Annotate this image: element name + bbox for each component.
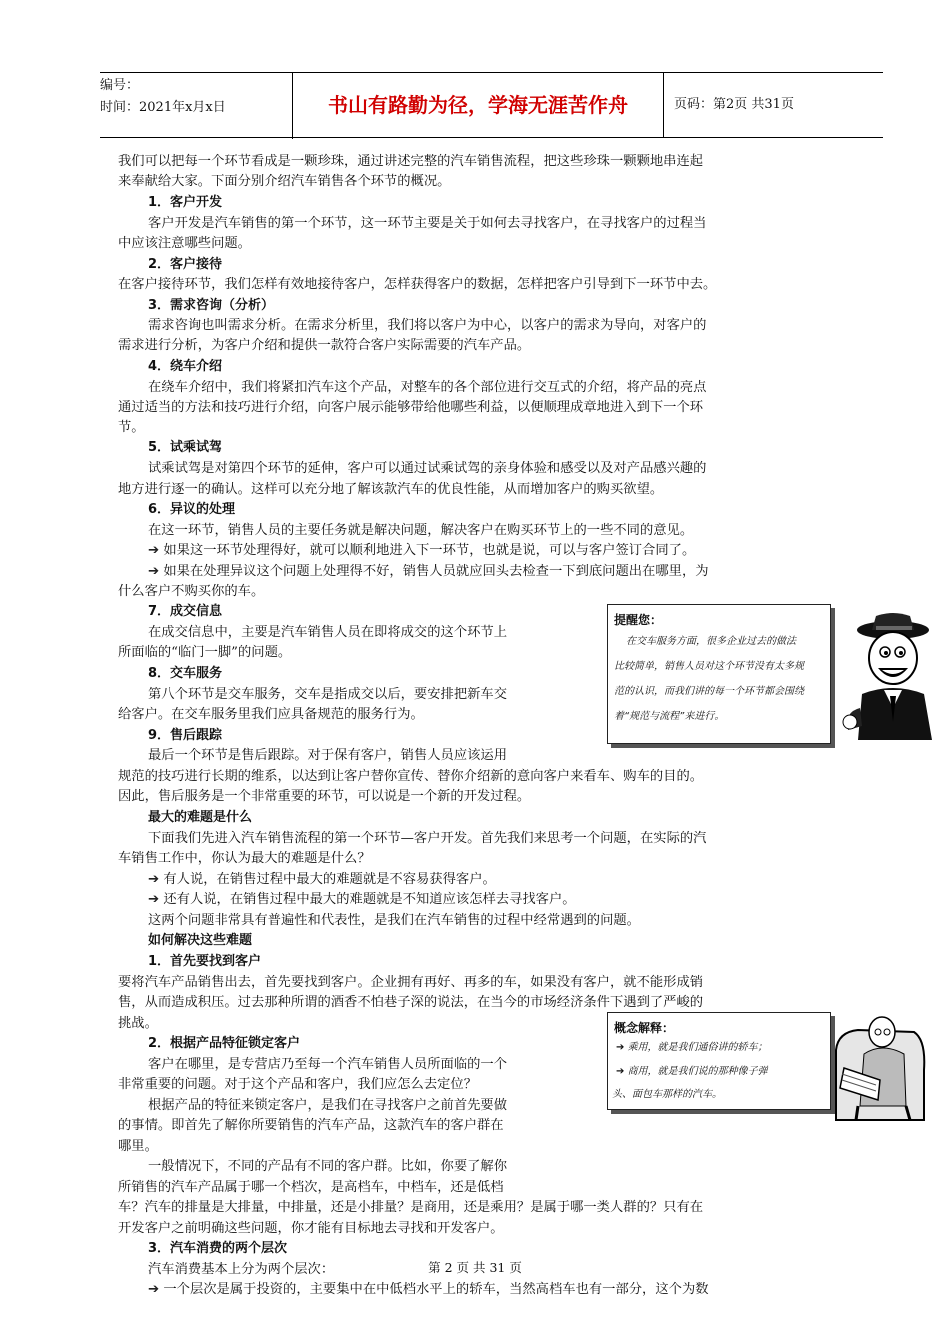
tip-line: 在交车服务方面，很多企业过去的做法 bbox=[626, 636, 796, 647]
tip-line: 着“规范与流程”来进行。 bbox=[614, 711, 725, 722]
concept-line: ➔ 商用，就是我们说的那种像子弹 bbox=[616, 1066, 768, 1077]
text-line: 在成交信息中，主要是汽车销售人员在即将成交的这个环节上 bbox=[148, 625, 508, 640]
bullet-text: 如果在处理异议这个问题上处理得不好，销售人员就应回头去检查一下到底问题出在哪里，为 bbox=[163, 564, 709, 579]
bullet-line bbox=[148, 562, 709, 582]
section-heading: 2．客户接待 bbox=[148, 257, 223, 272]
text-line: 规范的技巧进行长期的维系，以达到让客户替你宣传、替你介绍新的意向客户来看车、购车的目的。 bbox=[118, 769, 704, 784]
bullet-text: 有人说，在销售过程中最大的难题就是不容易获得客户。 bbox=[163, 872, 496, 887]
section-heading: 5．试乘试驾 bbox=[148, 440, 223, 455]
text-line: 我们可以把每一个环节看成是一颗珍珠，通过讲述完整的汽车销售流程，把这些珍珠一颗颗地串连起 bbox=[118, 154, 704, 169]
arrow-bullet-icon: ➔ bbox=[148, 564, 164, 579]
bullet-text: 如果这一环节处理得好，就可以顺利地进入下一环节，也就是说，可以与客户签订合同了。 bbox=[163, 543, 696, 558]
section-heading: 如何解决这些难题 bbox=[148, 933, 253, 948]
text-line: 中应该注意哪些问题。 bbox=[118, 236, 251, 251]
cartoon-man-illustration-icon bbox=[838, 612, 938, 740]
tip-box bbox=[607, 604, 831, 744]
page-footer: 第 2 页 共 31 页 bbox=[428, 1260, 522, 1275]
text-line: 车？汽车的排量是大排量，中排量，还是小排量？是商用，还是乘用？是属于哪一类人群的？只有在 bbox=[118, 1200, 704, 1215]
page-header bbox=[100, 72, 883, 138]
text-line: 客户开发是汽车销售的第一个环节，这一环节主要是关于如何去寻找客户，在寻找客户的过程当 bbox=[148, 216, 707, 231]
text-line: 在客户接待环节，我们怎样有效地接待客户，怎样获得客户的数据，怎样把客户引导到下一环节中去。 bbox=[118, 277, 717, 292]
arrow-bullet-icon: ➔ bbox=[148, 1282, 164, 1297]
section-heading: 6．异议的处理 bbox=[148, 502, 236, 517]
text-line: 给客户。在交车服务里我们应具备规范的服务行为。 bbox=[118, 707, 424, 722]
text-line: 的事情。即首先了解你所要销售的汽车产品，这款汽车的客户群在 bbox=[118, 1118, 504, 1133]
section-heading: 7．成交信息 bbox=[148, 604, 223, 619]
text-line: 最后一个环节是售后跟踪。对于保有客户，销售人员应该运用 bbox=[148, 748, 508, 763]
arrow-bullet-icon: ➔ bbox=[148, 892, 164, 907]
tip-title: 提醒您： bbox=[614, 613, 663, 627]
section-heading: 1．客户开发 bbox=[148, 195, 223, 210]
section-heading: 3．汽车消费的两个层次 bbox=[148, 1241, 288, 1256]
concept-title: 概念解释： bbox=[614, 1021, 675, 1035]
text-line: 开发客户之前明确这些问题，你才能有目标地去寻找和开发客户。 bbox=[118, 1221, 504, 1236]
bullet-line bbox=[148, 1280, 709, 1300]
text-line: 在绕车介绍中，我们将紧扣汽车这个产品，对整车的各个部位进行交互式的介绍，将产品的亮点 bbox=[148, 380, 707, 395]
concept-line: 头、面包车那样的汽车。 bbox=[612, 1089, 722, 1100]
section-heading: 3．需求咨询（分析） bbox=[148, 298, 275, 313]
text-line: 通过适当的方法和技巧进行介绍，向客户展示能够带给他哪些利益，以便顺理成章地进入到下一个环 bbox=[118, 400, 704, 415]
text-line: 挑战。 bbox=[118, 1016, 158, 1031]
text-line: 哪里。 bbox=[118, 1139, 158, 1154]
text-line: 需求进行分析，为客户介绍和提供一款符合客户实际需要的汽车产品。 bbox=[118, 338, 531, 353]
text-line: 非常重要的问题。对于这个产品和客户，我们应怎么去定位？ bbox=[118, 1077, 478, 1092]
section-heading: 8．交车服务 bbox=[148, 666, 223, 681]
bullet-line bbox=[148, 890, 576, 910]
concept-box bbox=[607, 1012, 831, 1110]
text-line: 所销售的汽车产品属于哪一个档次，是高档车，中档车，还是低档 bbox=[118, 1180, 504, 1195]
text-line: 客户在哪里，是专营店乃至每一个汽车销售人员所面临的一个 bbox=[148, 1057, 508, 1072]
bullet-line bbox=[148, 541, 695, 561]
text-line: 根据产品的特征来锁定客户，是我们在寻找客户之前首先要做 bbox=[148, 1098, 508, 1113]
text-line: 车销售工作中，你认为最大的难题是什么？ bbox=[118, 851, 371, 866]
section-heading: 2．根据产品特征锁定客户 bbox=[148, 1036, 301, 1051]
text-line: 节。 bbox=[118, 420, 145, 435]
section-heading: 最大的难题是什么 bbox=[148, 810, 253, 825]
text-line: 第八个环节是交车服务，交车是指成交以后，要安排把新车交 bbox=[148, 687, 508, 702]
text-line: 因此，售后服务是一个非常重要的环节，可以说是一个新的开发过程。 bbox=[118, 789, 531, 804]
text-line: 一般情况下，不同的产品有不同的客户群。比如，你要了解你 bbox=[148, 1159, 508, 1174]
text-line: 地方进行逐一的确认。这样可以充分地了解该款汽车的优良性能，从而增加客户的购买欲望。 bbox=[118, 482, 664, 497]
header-page-number: 页码：第2页 共31页 bbox=[674, 97, 794, 112]
tip-line: 比较简单，销售人员对这个环节没有太多规 bbox=[614, 661, 804, 672]
text-line: 要将汽车产品销售出去，首先要找到客户。企业拥有再好、再多的车，如果没有客户，就不能形成销 bbox=[118, 975, 704, 990]
arrow-bullet-icon: ➔ bbox=[616, 1042, 628, 1053]
bullet-line bbox=[148, 870, 496, 890]
time-label: 时间：2021年x月x日 bbox=[100, 100, 226, 115]
text-line: 需求咨询也叫需求分析。在需求分析里，我们将以客户为中心，以客户的需求为导向，对客户的 bbox=[148, 318, 707, 333]
tip-line: 范的认识，而我们讲的每一个环节都会围绕 bbox=[614, 686, 804, 697]
arrow-bullet-icon: ➔ bbox=[148, 543, 164, 558]
text-line: 售，从而造成积压。过去那种所谓的酒香不怕巷子深的说法，在当今的市场经济条件下遇到了严峻的 bbox=[118, 995, 704, 1010]
bullet-text: 还有人说，在销售过程中最大的难题就是不知道应该怎样去寻找客户。 bbox=[163, 892, 576, 907]
text-line: 汽车消费基本上分为两个层次： bbox=[148, 1262, 335, 1277]
number-label: 编号： bbox=[100, 78, 140, 93]
arrow-bullet-icon: ➔ bbox=[148, 872, 164, 887]
concept-line: ➔ 乘用，就是我们通俗讲的轿车； bbox=[616, 1042, 768, 1053]
text-line: 所面临的“临门一脚”的问题。 bbox=[118, 645, 292, 660]
section-heading: 9．售后跟踪 bbox=[148, 728, 223, 743]
reading-man-illustration-icon bbox=[828, 1010, 930, 1122]
text-line: 这两个问题非常具有普遍性和代表性，是我们在汽车销售的过程中经常遇到的问题。 bbox=[148, 913, 640, 928]
text-line: 在这一环节，销售人员的主要任务就是解决问题，解决客户在购买环节上的一些不同的意见。 bbox=[148, 523, 694, 538]
text-line: 来奉献给大家。下面分别介绍汽车销售各个环节的概况。 bbox=[118, 174, 451, 189]
text-line: 什么客户不购买你的车。 bbox=[118, 584, 265, 599]
section-heading: 1．首先要找到客户 bbox=[148, 954, 262, 969]
text-line: 下面我们先进入汽车销售流程的第一个环节—客户开发。首先我们来思考一个问题，在实际的汽 bbox=[148, 831, 707, 846]
bullet-text: 一个层次是属于投资的，主要集中在中低档水平上的轿车，当然高档车也有一部分，这个为数 bbox=[163, 1282, 709, 1297]
arrow-bullet-icon: ➔ bbox=[616, 1066, 628, 1077]
section-heading: 4．绕车介绍 bbox=[148, 359, 223, 374]
header-motto: 书山有路勤为径，学海无涯苦作舟 bbox=[293, 73, 664, 137]
header-meta bbox=[100, 73, 293, 139]
text-line: 试乘试驾是对第四个环节的延伸，客户可以通过试乘试驾的亲身体验和感受以及对产品感兴趣的 bbox=[148, 461, 707, 476]
